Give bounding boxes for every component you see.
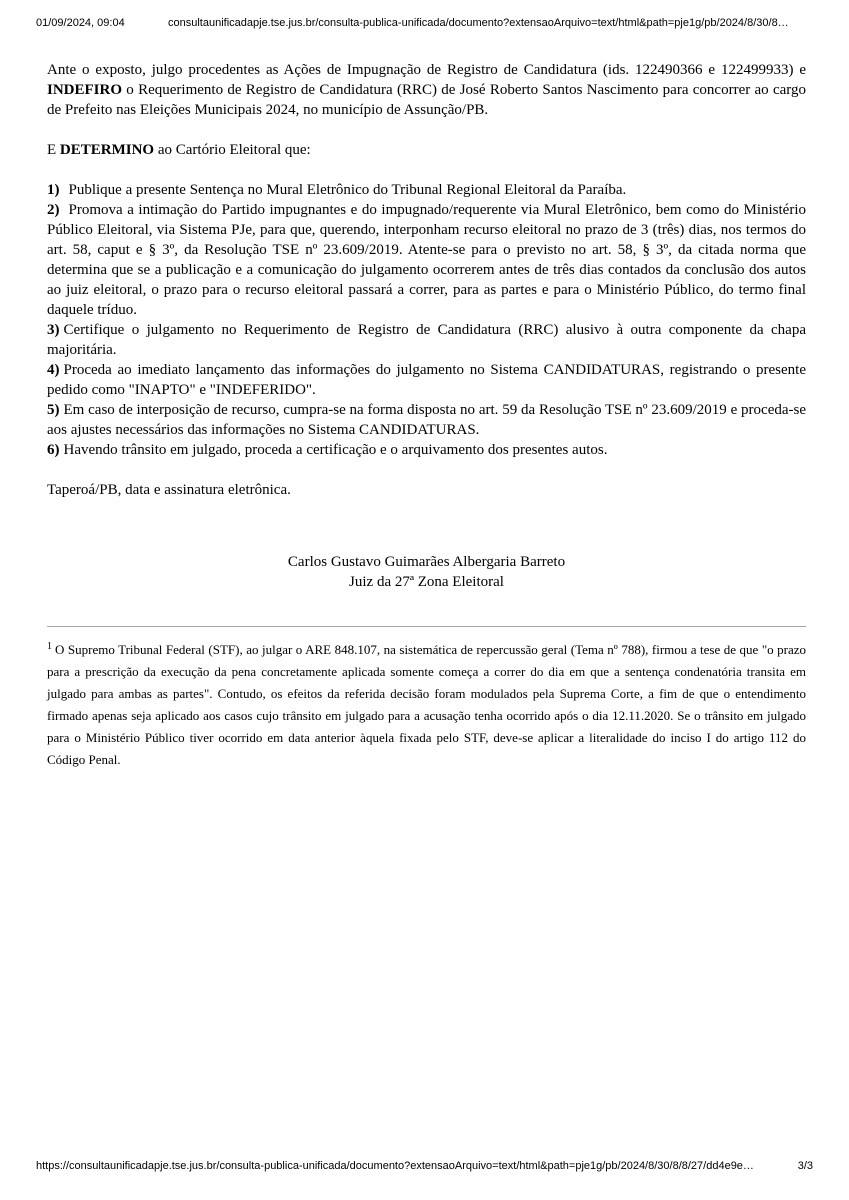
order-item-number: 4) xyxy=(47,362,60,378)
orders-list xyxy=(47,180,806,460)
order-item-text: Publique a presente Sentença no Mural Eletrônico do Tribunal Regional Eleitoral da Paraíba. xyxy=(68,182,627,198)
footnote-marker: 1 xyxy=(47,640,52,652)
order-item-1 xyxy=(47,180,806,200)
print-datetime: 01/09/2024, 09:04 xyxy=(36,17,125,29)
order-item-text: Certifique o julgamento no Requerimento de Registro de Candidatura (RRC) alusivo à outra componente da chapa majoritária. xyxy=(47,322,806,358)
order-item-3 xyxy=(47,320,806,360)
determino-keyword: DETERMINO xyxy=(59,142,155,158)
determino-line xyxy=(47,140,806,160)
order-item-6 xyxy=(47,440,806,460)
page-indicator: 3/3 xyxy=(797,1160,813,1172)
order-item-2 xyxy=(47,200,806,320)
order-item-number: 3) xyxy=(47,322,60,338)
determino-text-post: ao Cartório Eleitoral que: xyxy=(154,142,311,158)
print-footer xyxy=(36,1160,813,1172)
signature-block xyxy=(47,552,806,592)
footnote-text: O Supremo Tribunal Federal (STF), ao julgar o ARE 848.107, na sistemática de repercussão geral (Tema nº 788), firmou a tese de que "o prazo para a prescrição da execução da pena concretamente aplicada somente começa a correr do dia em que a sentença condenatória transita em julgado para ambas as partes". Contudo, os efeitos da referida decisão foram modulados pela Suprema Corte, a fim de que o entendimento firmado apenas seja aplicado aos casos cujo trânsito em julgado para a acusação tenha ocorrido após o dia 12.11.2020. Se o trânsito em julgado para o Ministério Público tiver ocorrido em data anterior àquela fixada pelo STF, deve-se aplicar a literalidade do inciso I do artigo 112 do Código Penal. xyxy=(47,642,806,767)
order-item-5 xyxy=(47,400,806,440)
ruling-keyword-indefiro: INDEFIRO xyxy=(47,82,123,98)
determino-text-pre: E xyxy=(47,142,60,158)
order-item-number: 1) xyxy=(47,182,60,198)
order-item-number: 2) xyxy=(47,202,60,218)
order-item-text: Em caso de interposição de recurso, cumpra-se na forma disposta no art. 59 da Resolução TSE nº 23.609/2019 e proceda-se aos ajustes necessários das informações no Sistema CANDIDATURAS. xyxy=(47,402,806,438)
footnote-divider xyxy=(47,626,806,627)
footer-url: https://consultaunificadapje.tse.jus.br/consulta-publica-unificada/documento?extensaoArquivo=text/html&path=pje1g/pb/2024/8/30/8/8/27/dd4e9e… xyxy=(36,1160,754,1172)
document-body xyxy=(47,60,806,771)
print-source-url: consultaunificadapje.tse.jus.br/consulta-publica-unificada/documento?extensaoArquivo=text/html&path=pje1g/pb/2024/8/30/8… xyxy=(168,17,789,29)
ruling-text-post: o Requerimento de Registro de Candidatura (RRC) de José Roberto Santos Nascimento para concorrer ao cargo de Prefeito nas Eleições Municipais 2024, no município de Assunção/PB. xyxy=(47,82,806,118)
order-item-text: Proceda ao imediato lançamento das informações do julgamento no Sistema CANDIDATURAS, registrando o presente pedido como "INAPTO" e "INDEFERIDO". xyxy=(47,362,806,398)
order-item-4 xyxy=(47,360,806,400)
order-item-number: 6) xyxy=(47,442,60,458)
print-header xyxy=(36,17,813,29)
judge-name: Carlos Gustavo Guimarães Albergaria Barreto xyxy=(287,554,566,570)
place-signature-line: Taperoá/PB, data e assinatura eletrônica. xyxy=(47,482,291,498)
footnote xyxy=(47,639,806,771)
ruling-paragraph xyxy=(47,60,806,120)
judge-title: Juiz da 27ª Zona Eleitoral xyxy=(349,574,504,590)
order-item-text: Promova a intimação do Partido impugnantes e do impugnado/requerente via Mural Eletrônico, bem como do Ministério Público Eleitoral, via Sistema PJe, para que, querendo, interponham recurso eleitoral no prazo de 3 (três) dias, nos termos do art. 58, caput e § 3º, da Resolução TSE nº 23.609/2019. Atente-se para o previsto no art. 58, § 3º, da citada norma que determina que se a publicação e a comunicação do julgamento ocorrerem antes de três dias contados da conclusão dos autos ao juiz eleitoral, o prazo para o recurso eleitoral passará a correr, para as partes e para o Ministério Público, do termo final daquele tríduo. xyxy=(47,202,806,318)
ruling-text-pre: Ante o exposto, julgo procedentes as Ações de Impugnação de Registro de Candidatura (ids. 122490366 e 122499933) e xyxy=(47,62,806,78)
order-item-number: 5) xyxy=(47,402,60,418)
order-item-text: Havendo trânsito em julgado, proceda a certificação e o arquivamento dos presentes autos. xyxy=(63,442,608,458)
